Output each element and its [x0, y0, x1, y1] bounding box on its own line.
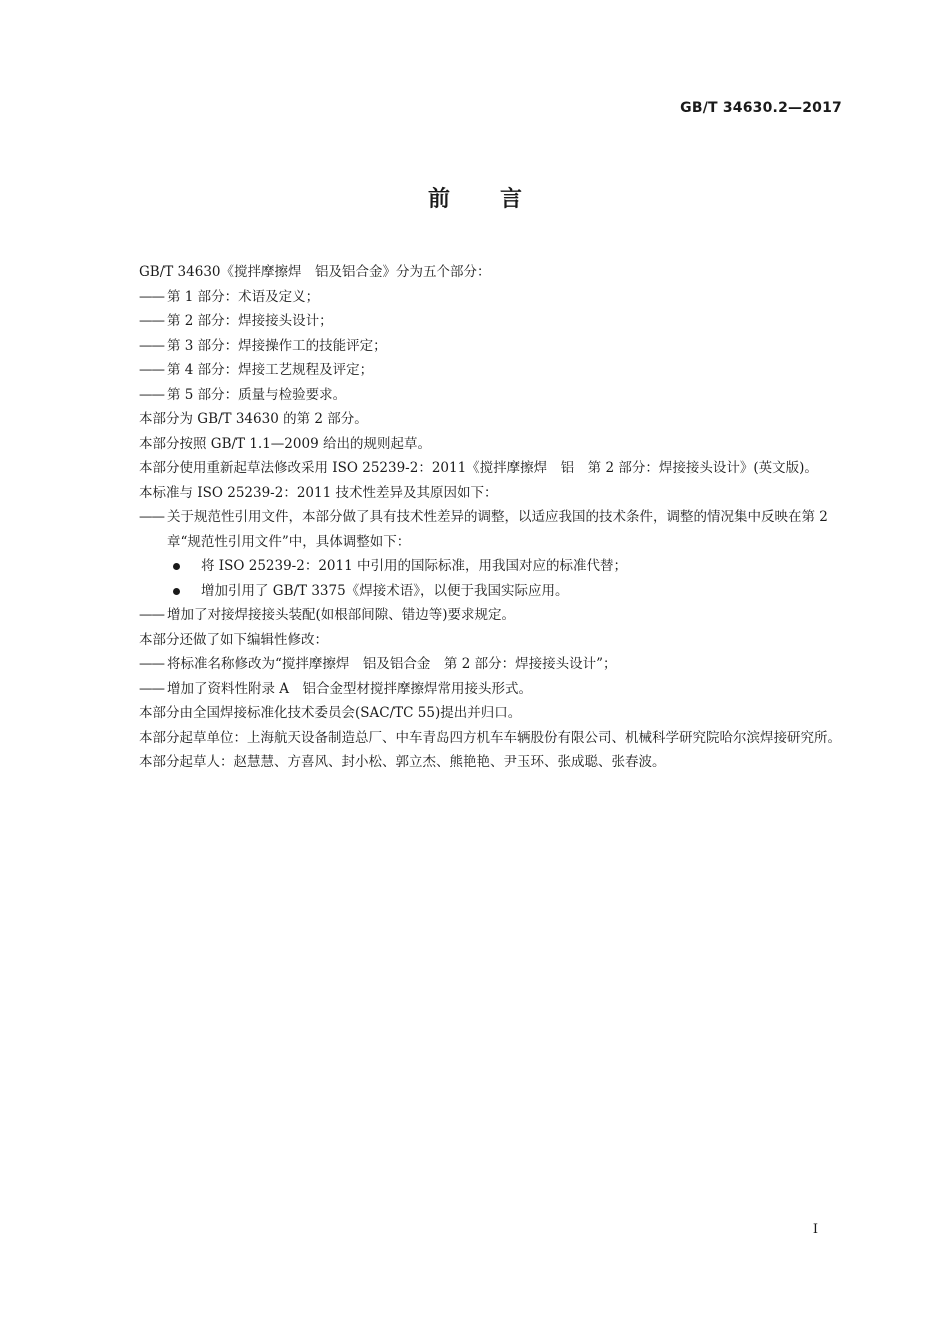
foreword-body — [110, 260, 850, 775]
bullet-item-add-reference: 增加引用了 GB/T 3375《焊接术语》，以便于我国实际应用。 — [110, 579, 850, 604]
list-item-rename-standard: —— 将标准名称修改为“搅拌摩擦焊 铝及铝合金 第 2 部分：焊接接头设计”； — [139, 656, 617, 672]
bullet-icon — [173, 563, 180, 570]
list-item-part-1: —— 第 1 部分：术语及定义； — [139, 288, 320, 305]
list-item-add-annex: —— 增加了资料性附录 A 铝合金型材搅拌摩擦焊常用接头形式。 — [139, 680, 533, 697]
paragraph-drafters: 本部分起草人：赵慧慧、方喜风、封小松、郭立杰、熊艳艳、尹玉环、张成聪、张春波。 — [139, 754, 666, 770]
paragraph-drafting-rules: 本部分按照 GB/T 1.1—2009 给出的规则起草。 — [139, 435, 431, 452]
bullet-icon — [173, 588, 180, 595]
paragraph-parts-intro: GB/T 34630《搅拌摩擦焊 铝及铝合金》分为五个部分： — [139, 264, 491, 280]
bullet-item-replace-standards: 将 ISO 25239-2：2011 中引用的国际标准，用我国对应的标准代替； — [110, 554, 850, 579]
list-item-part-5: —— 第 5 部分：质量与检验要求。 — [139, 386, 347, 403]
list-item-assembly-requirements: —— 增加了对接焊接接头装配(如根部间隙、错边等)要求规定。 — [139, 607, 516, 623]
list-item-normative-references: —— 关于规范性引用文件，本部分做了具有技术性差异的调整，以适应我国的技术条件，调整的情况集中反映在第 2 章“规范性引用文件”中，具体调整如下： — [139, 509, 828, 550]
standard-code: GB/T 34630.2—2017 — [680, 100, 842, 116]
list-item-part-4: —— 第 4 部分：焊接工艺规程及评定； — [139, 362, 374, 378]
paragraph-editorial-intro: 本部分还做了如下编辑性修改： — [139, 631, 328, 648]
list-item-part-2: —— 第 2 部分：焊接接头设计； — [139, 313, 333, 329]
page-number: I — [812, 1222, 818, 1237]
paragraph-committee: 本部分由全国焊接标准化技术委员会(SAC/TC 55)提出并归口。 — [139, 705, 522, 721]
list-item-part-3: —— 第 3 部分：焊接操作工的技能评定； — [139, 337, 387, 354]
paragraph-differences-intro: 本标准与 ISO 25239-2：2011 技术性差异及其原因如下： — [139, 484, 498, 501]
paragraph-part-statement: 本部分为 GB/T 34630 的第 2 部分。 — [139, 411, 368, 427]
paragraph-iso-adoption: 本部分使用重新起草法修改采用 ISO 25239-2：2011《搅拌摩擦焊 铝 第 2 部分：焊接接头设计》(英文版)。 — [139, 460, 818, 476]
page-title: 前言 — [427, 187, 572, 212]
paragraph-drafting-units: 本部分起草单位：上海航天设备制造总厂、中车青岛四方机车车辆股份有限公司、机械科学研究院哈尔滨焊接研究所。 — [139, 729, 841, 746]
